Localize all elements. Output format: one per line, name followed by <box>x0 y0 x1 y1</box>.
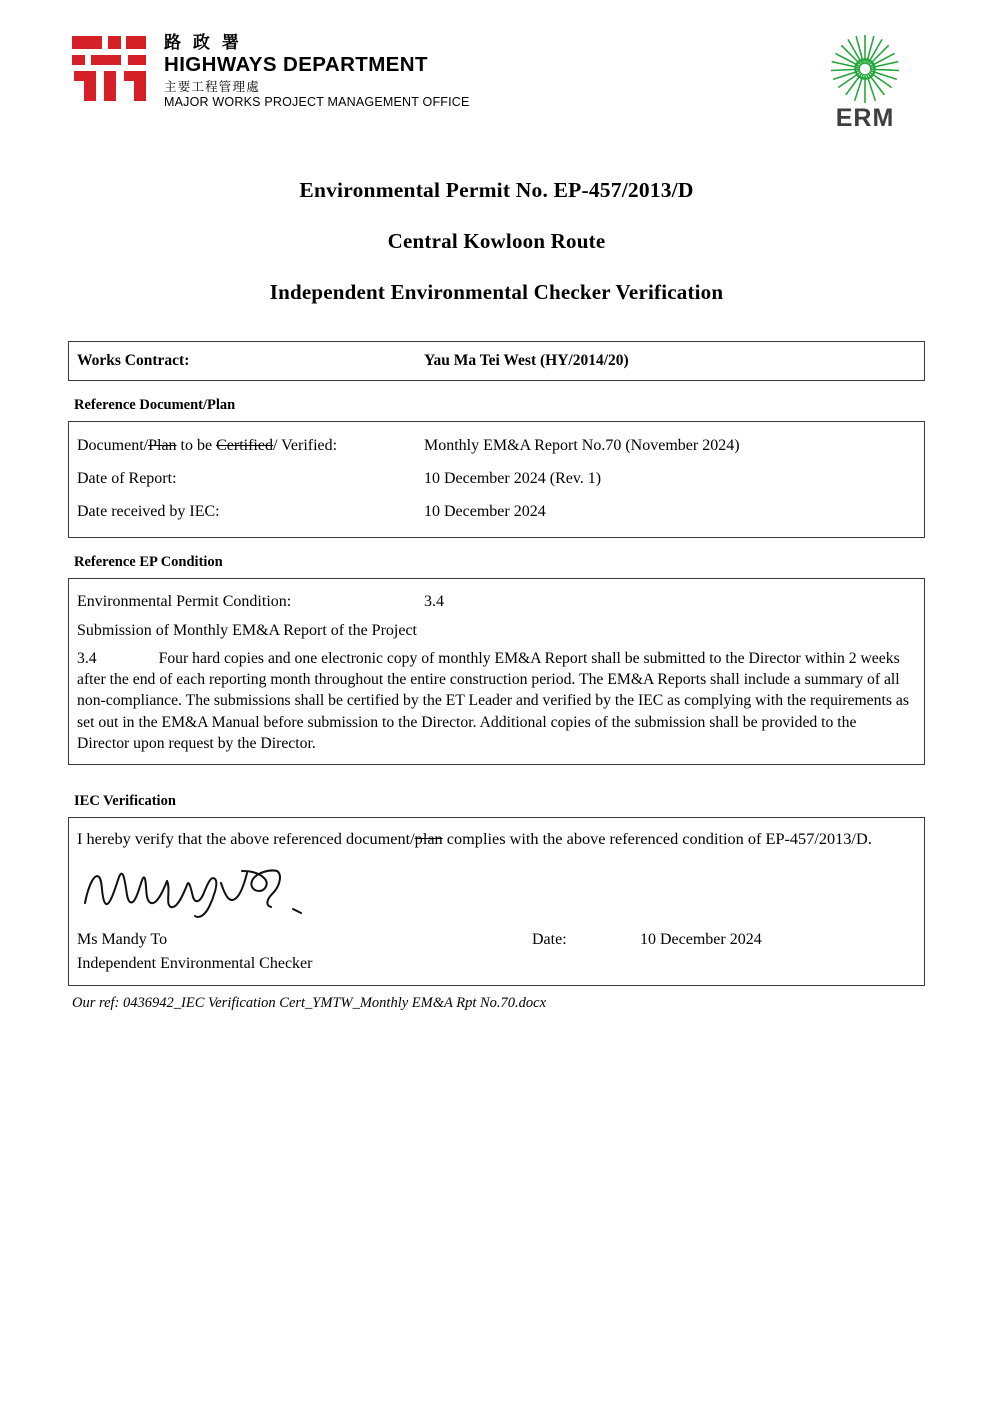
ep-condition-number: 3.4 <box>424 593 444 610</box>
department-name-chinese: 路 政 署 <box>164 33 242 53</box>
office-name-english: MAJOR WORKS PROJECT MANAGEMENT OFFICE <box>164 94 470 109</box>
date-received-label: Date received by IEC: <box>77 503 220 520</box>
document-label-struck-plan: Plan <box>148 437 177 454</box>
ep-clause-text: Four hard copies and one electronic copy of monthly EM&A Report shall be submitted to the Director within 2 weeks after the end of each reporting month throughout the entire construction period. The EM&A Reports shall include a summary of all non-compliance. The submissions shall be certified by the ET Leader and verified by the IEC as complying with the requirements as set out in the EM&A Manual before submission to the Director. Additional copies of the submission shall be provided to the Director upon request by the Director. <box>77 650 909 752</box>
document-header <box>68 0 925 132</box>
document-label-part2: to be <box>176 437 217 454</box>
permit-number-title: Environmental Permit No. EP-457/2013/D <box>299 178 694 202</box>
date-of-report-label: Date of Report: <box>77 470 177 487</box>
ep-condition-row <box>69 585 924 618</box>
our-ref-footer: Our ref: 0436942_IEC Verification Cert_YMTW_Monthly EM&A Rpt No.70.docx <box>72 995 547 1012</box>
department-name-block <box>164 30 470 109</box>
project-name-title: Central Kowloon Route <box>387 229 606 253</box>
date-received-row <box>69 495 924 528</box>
date-of-report-row <box>69 462 924 495</box>
ep-condition-title: Submission of Monthly EM&A Report of the Project <box>77 622 417 639</box>
signer-name: Ms Mandy To <box>77 931 168 949</box>
date-of-report-value: 10 December 2024 (Rev. 1) <box>424 470 602 487</box>
date-received-value: 10 December 2024 <box>424 503 546 520</box>
iec-verification-section-label: IEC Verification <box>74 792 176 809</box>
erm-logo-icon <box>826 32 904 106</box>
works-contract-value: Yau Ma Tei West (HY/2014/20) <box>424 352 629 369</box>
reference-ep-condition-box <box>68 578 925 765</box>
ep-clause-number: 3.4 <box>77 650 97 667</box>
document-verified-value: Monthly EM&A Report No.70 (November 2024) <box>424 437 740 454</box>
document-verified-row <box>69 429 924 462</box>
iec-statement-struck-plan: plan <box>414 828 443 848</box>
ep-condition-clause <box>69 646 924 754</box>
signature-date-value: 10 December 2024 <box>640 931 762 949</box>
works-contract-box <box>68 341 925 381</box>
signer-role: Independent Environmental Checker <box>77 955 313 973</box>
works-contract-label: Works Contract: <box>77 352 190 369</box>
highways-department-branding <box>68 30 470 109</box>
signature-footer <box>77 931 910 949</box>
document-label-part1: Document/ <box>77 437 149 454</box>
ep-condition-label: Environmental Permit Condition: <box>77 593 292 610</box>
reference-document-section-label: Reference Document/Plan <box>74 397 236 413</box>
erm-wordmark: ERM <box>835 104 895 132</box>
document-type-title: Independent Environmental Checker Verification <box>269 280 724 304</box>
iec-verification-box <box>68 817 925 986</box>
signature-date-label: Date: <box>532 931 567 949</box>
highways-department-logo-icon <box>68 30 152 102</box>
erm-branding <box>805 30 925 133</box>
department-name-english: HIGHWAYS DEPARTMENT <box>164 53 428 77</box>
document-label-part3: / Verified: <box>272 437 338 454</box>
iec-verification-statement <box>77 828 910 849</box>
handwritten-signature-icon <box>79 861 339 925</box>
document-verified-label <box>69 437 424 455</box>
office-name-chinese: 主要工程管理處 <box>164 78 260 94</box>
reference-ep-condition-section-label: Reference EP Condition <box>74 554 223 570</box>
iec-statement-part1: I hereby verify that the above referenced document/ <box>77 828 415 848</box>
document-titles <box>68 178 925 305</box>
document-label-struck-certified: Certified <box>216 437 273 454</box>
signature-area <box>79 861 910 927</box>
reference-document-box <box>68 421 925 538</box>
iec-statement-part2: complies with the above referenced condition of EP-457/2013/D. <box>442 828 872 848</box>
